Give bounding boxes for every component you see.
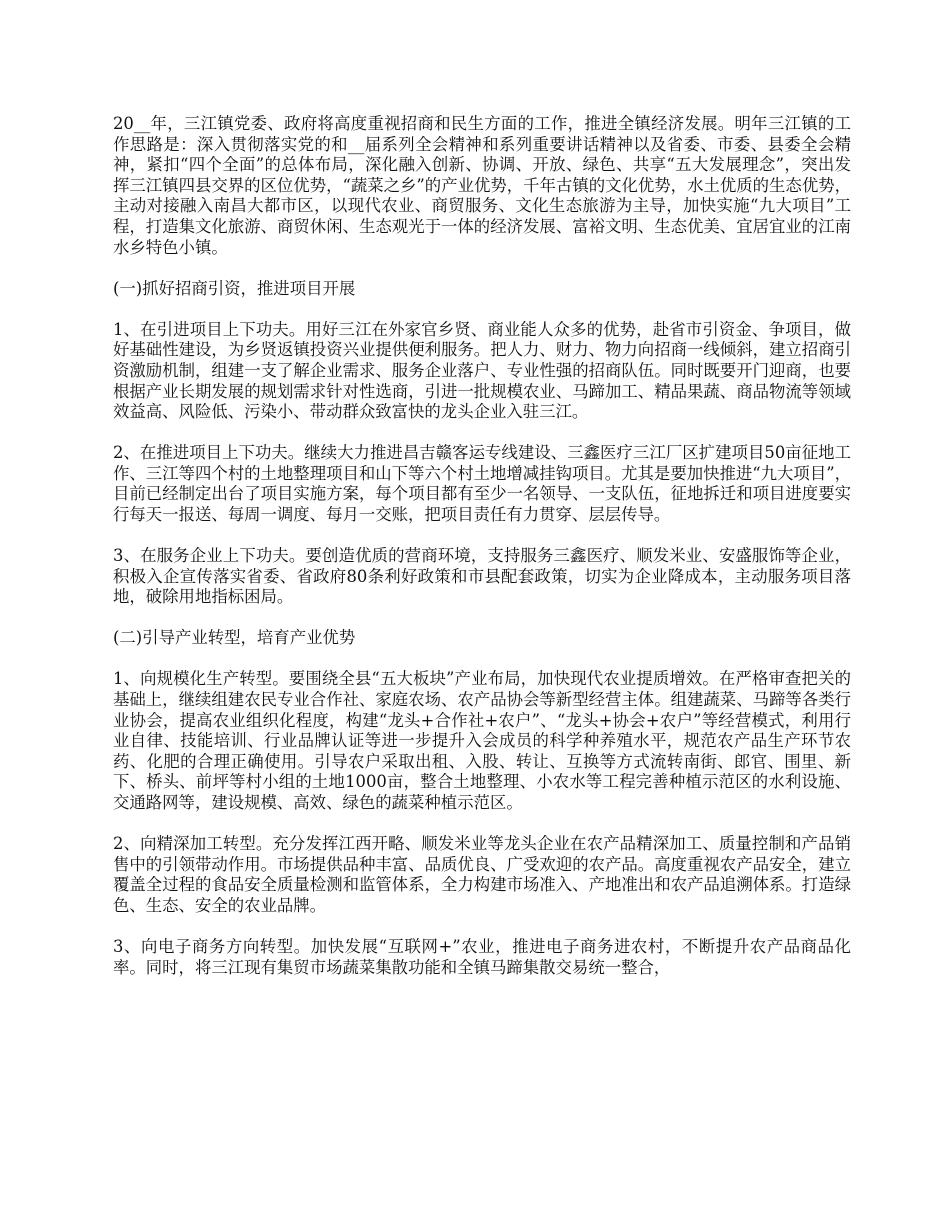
document-page [113, 114, 851, 999]
paragraph-1-1: 1、在引进项目上下功夫。用好三江在外家官乡贤、商业能人众多的优势，赴省市引资金、争项目，做好基础性建设，为乡贤返镇投资兴业提供便利服务。把人力、财力、物力向招商一线倾斜，建立招商引资激励机制，组建一支了解企业需求、服务企业落户、专业性强的招商队伍。同时既要开门迎商，也要根据产业长期发展的规划需求针对性选商，引进一批规模农业、马蹄加工、精品果蔬、商品物流等领域效益高、风险低、污染小、带动群众致富快的龙头企业入驻三江。 [113, 319, 851, 422]
section-heading-1: (一)抓好招商引资，推进项目开展 [113, 278, 356, 298]
paragraph-2-2: 2、向精深加工转型。充分发挥江西开略、顺发米业等龙头企业在农产品精深加工、质量控制和产品销售中的引领带动作用。市场提供品种丰富、品质优良、广受欢迎的农产品。高度重视农产品安全，建立覆盖全过程的食品安全质量检测和监管体系，全力构建市场准入、产地准出和农产品追溯体系。打造绿色、生态、安全的农业品牌。 [113, 834, 851, 915]
paragraph-1-2: 2、在推进项目上下功夫。继续大力推进昌吉赣客运专线建设、三鑫医疗三江厂区扩建项目50亩征地工作、三江等四个村的土地整理项目和山下等六个村土地增减挂钩项目。尤其是要加快推进“九大项目”，目前已经制定出台了项目实施方案，每个项目都有至少一名领导、一支队伍，征地拆迁和项目进度要实行每天一报送、每周一调度、每月一交账，把项目责任有力贯穿、层层传导。 [113, 443, 851, 524]
paragraph-2-3: 3、向电子商务方向转型。加快发展“互联网+”农业，推进电子商务进农村，不断提升农产品商品化率。同时，将三江现有集贸市场蔬菜集散功能和全镇马蹄集散交易统一整合， [113, 937, 851, 977]
intro-paragraph: 20__年，三江镇党委、政府将高度重视招商和民生方面的工作，推进全镇经济发展。明年三江镇的工作思路是：深入贯彻落实党的和__届系列全会精神和系列重要讲话精神以及省委、市委、县委全会精神，紧扣“四个全面”的总体布局，深化融入创新、协调、开放、绿色、共享“五大发展理念”，突出发挥三江镇四县交界的区位优势，“蔬菜之乡”的产业优势，千年古镇的文化优势，水土优质的生态优势，主动对接融入南昌大都市区，以现代农业、商贸服务、文化生态旅游为主导，加快实施“九大项目”工程，打造集文化旅游、商贸休闲、生态观光于一体的经济发展、富裕文明、生态优美、宜居宜业的江南水乡特色小镇。 [113, 114, 851, 257]
paragraph-1-3: 3、在服务企业上下功夫。要创造优质的营商环境，支持服务三鑫医疗、顺发米业、安盛服饰等企业，积极入企宣传落实省委、省政府80条利好政策和市县配套政策，切实为企业降成本，主动服务项目落地，破除用地指标困局。 [113, 546, 851, 607]
paragraph-2-1: 1、向规模化生产转型。要围绕全县“五大板块”产业布局，加快现代农业提质增效。在严格审查把关的基础上，继续组建农民专业合作社、家庭农场、农产品协会等新型经营主体。组建蔬菜、马蹄等各类行业协会，提高农业组织化程度，构建“龙头+合作社+农户”、“龙头+协会+农户”等经营模式，利用行业自律、技能培训、行业品牌认证等进一步提升入会成员的科学种养殖水平，规范农产品生产环节农药、化肥的合理正确使用。引导农户采取出租、入股、转让、互换等方式流转南街、郎官、围里、新下、桥头、前坪等村小组的土地1000亩，整合土地整理、小农水等工程完善种植示范区的水利设施、交通路网等，建设规模、高效、绿色的蔬菜种植示范区。 [113, 669, 851, 813]
section-heading-2: (二)引导产业转型，培育产业优势 [113, 628, 356, 648]
